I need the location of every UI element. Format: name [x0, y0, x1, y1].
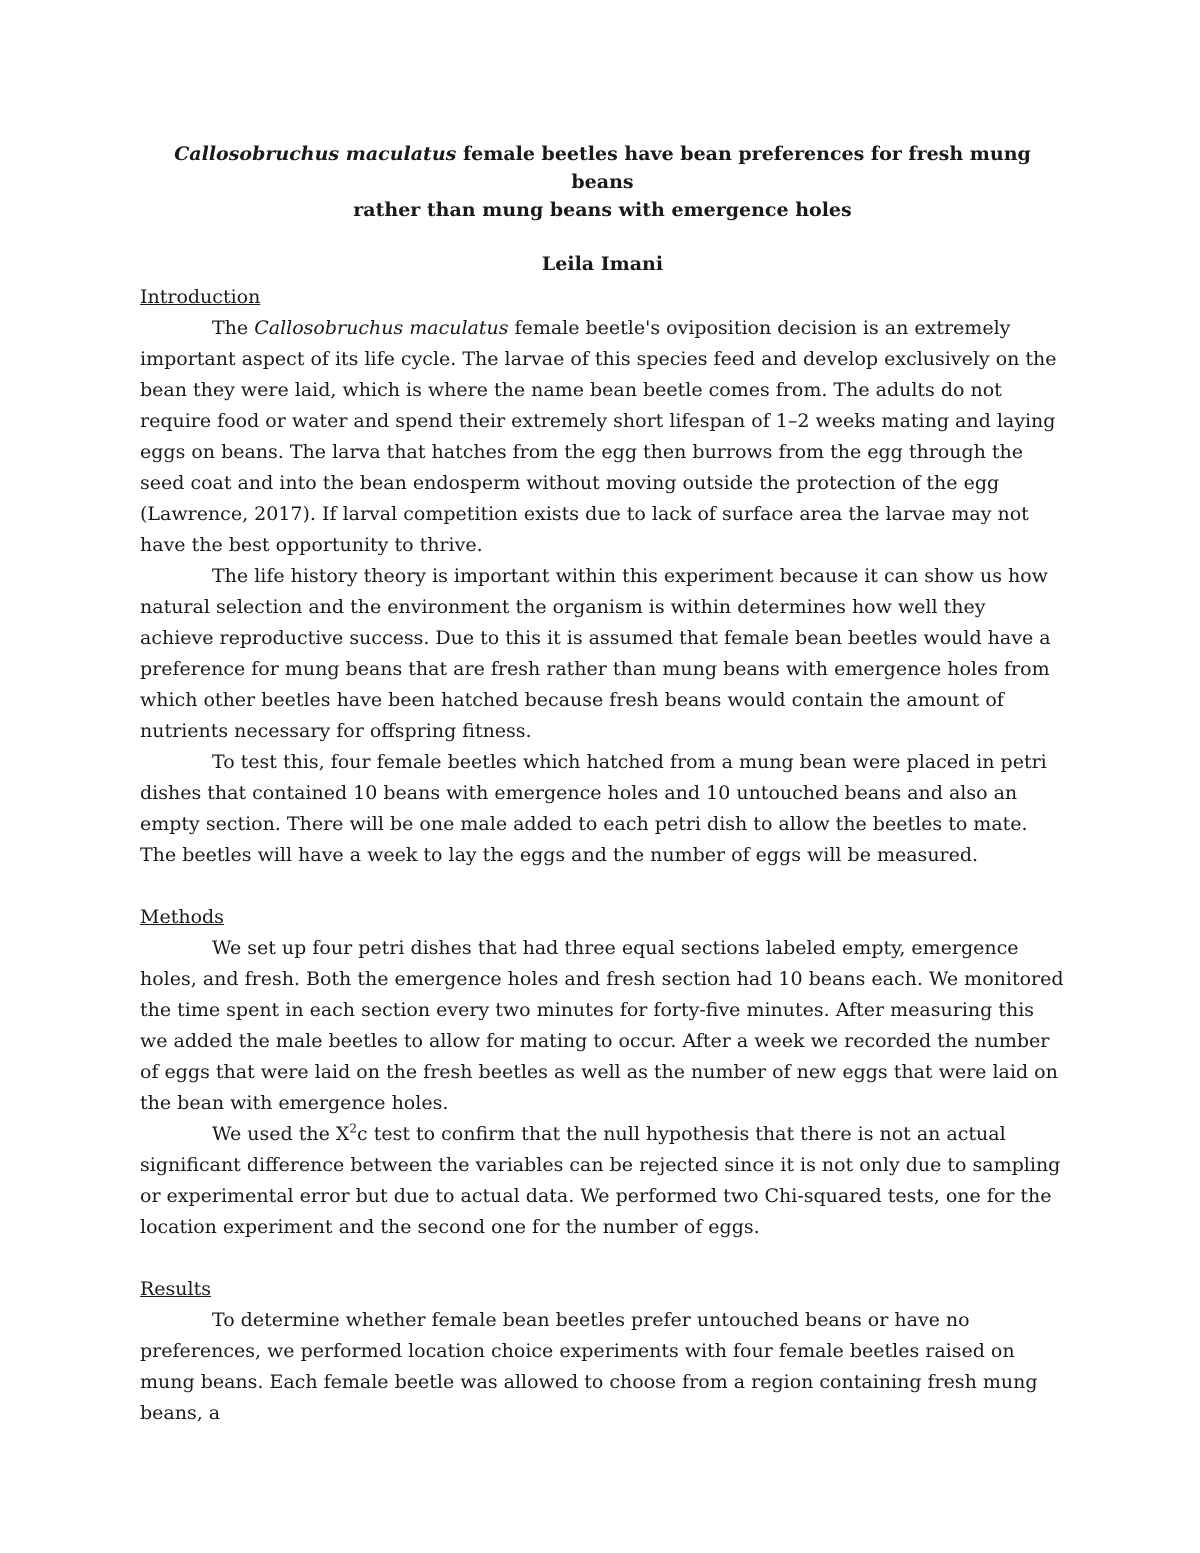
methods-paragraph-2 — [140, 1119, 1065, 1243]
intro-p1-lead: The — [212, 317, 255, 339]
title-line1-rest: female beetles have bean preferences for fresh mung beans — [456, 143, 1031, 193]
title-line2: rather than mung beans with emergence holes — [353, 199, 852, 221]
intro-p1-species: Callosobruchus maculatus — [254, 317, 509, 339]
author-name: Leila Imani — [541, 253, 664, 275]
results-paragraph-1: To determine whether female bean beetles prefer untouched beans or have no preferences, we performed location choice experiments with four female beetles raised on mung beans. Each female beetle was allowed to choose from a region containing fresh mung beans, a — [140, 1309, 1038, 1424]
methods-paragraph-1: We set up four petri dishes that had three equal sections labeled empty, emergence holes, and fresh. Both the emergence holes and fresh section had 10 beans each. We monitored the time spent in each section every two minutes for forty-five minutes. After measuring this we added the male beetles to allow for mating to occur. After a week we recorded the number of eggs that were laid on the fresh beetles as well as the number of new eggs that were laid on the bean with emergence holes. — [140, 937, 1064, 1114]
introduction-paragraph-3: To test this, four female beetles which hatched from a mung bean were placed in petri dishes that contained 10 beans with emergence holes and 10 untouched beans and also an empty section. There will be one male added to each petri dish to allow the beetles to mate. The beetles will have a week to lay the eggs and the number of eggs will be measured. — [140, 751, 1047, 866]
document-title — [140, 140, 1065, 224]
intro-p1-rest: female beetle's oviposition decision is an extremely important aspect of its life cycle. The larvae of this species feed and develop exclusively on the bean they were laid, which is where the name bean beetle comes from. The adults do not require food or water and spend their extremely short lifespan of 1–2 weeks mating and laying eggs on beans. The larva that hatches from the egg then burrows from the egg through the seed coat and into the bean endosperm without moving outside the protection of the egg (Lawrence, 2017). If larval competition exists due to lack of surface area the larvae may not have the best opportunity to thrive. — [140, 317, 1057, 556]
results-heading: Results — [140, 1278, 211, 1300]
methods-heading: Methods — [140, 906, 224, 928]
introduction-paragraph-2: The life history theory is important within this experiment because it can show us how natural selection and the environment the organism is within determines how well they achieve reproductive success. Due to this it is assumed that female bean beetles would have a preference for mung beans that are fresh rather than mung beans with emergence holes from which other beetles have been hatched because fresh beans would contain the amount of nutrients necessary for offspring fitness. — [140, 565, 1051, 742]
introduction-paragraph-1 — [140, 313, 1065, 561]
methods-p2-lead: We used the X — [212, 1123, 350, 1145]
methods-p2-rest: c test to confirm that the null hypothesis that there is not an actual significant difference between the variables can be rejected since it is not only due to sampling or experimental error but due to actual data. We performed two Chi-squared tests, one for the location experiment and the second one for the number of eggs. — [140, 1123, 1061, 1238]
document-page — [140, 140, 1065, 1429]
introduction-heading: Introduction — [140, 286, 261, 308]
title-italic-species: Callosobruchus maculatus — [174, 143, 457, 165]
chi-squared-superscript: 2 — [349, 1121, 358, 1136]
